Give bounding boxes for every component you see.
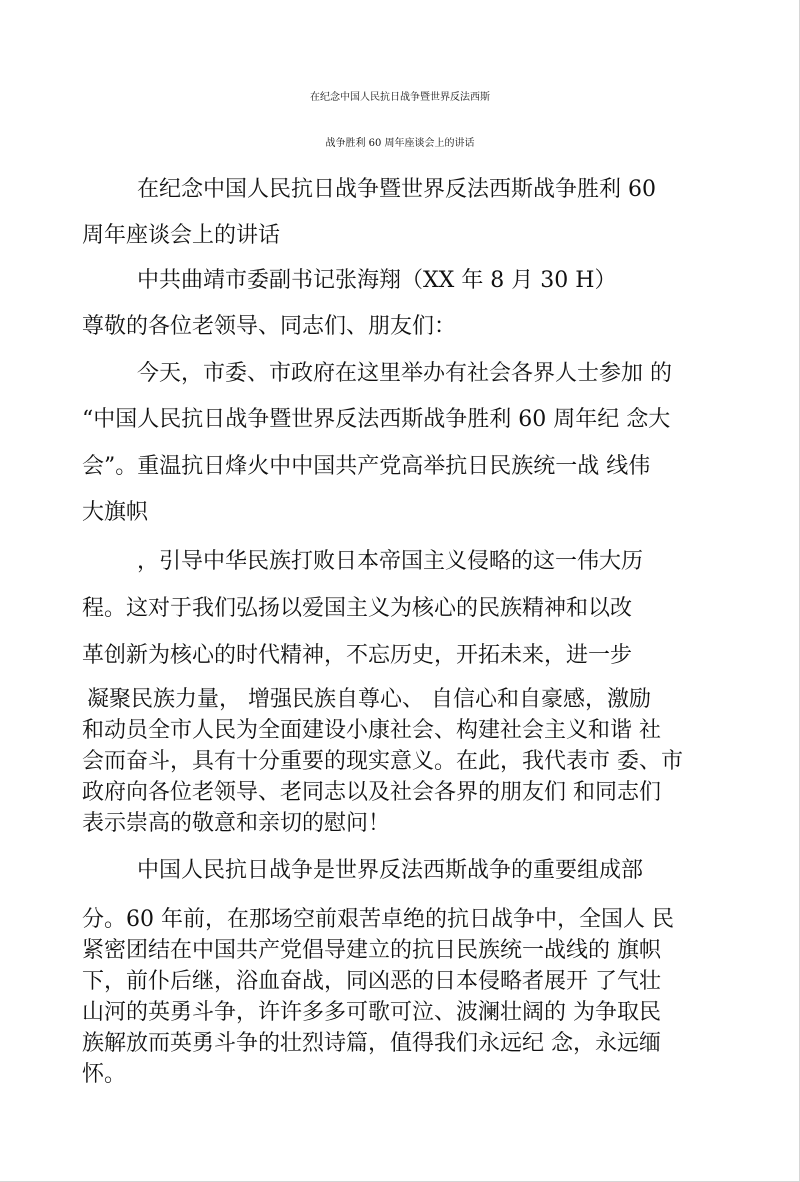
text-line: 紧密团结在中国共产党倡导建立的抗日民族统一战线的 旗帜 xyxy=(82,938,661,963)
document-title-line-1: 在纪念中国人民抗日战争暨世界反法西斯 xyxy=(310,92,490,103)
document-title-line-2: 战争胜利 60 周年座谈会上的讲话 xyxy=(325,138,475,149)
text-line: 政府向各位老领导、老同志以及社会各界的朋友们 和同志们 xyxy=(82,780,661,805)
text-line: 周年座谈会上的讲话 xyxy=(82,223,281,248)
text-line: 中国人民抗日战争是世界反法西斯战争的重要组成部 xyxy=(137,858,644,883)
text-line: “中国人民抗日战争暨世界反法西斯战争胜利 60 周年纪 念大 xyxy=(82,407,671,432)
text-line: 大旗帜 xyxy=(82,500,149,525)
text-line: 会而奋斗，具有十分重要的现实意义。在此，我代表市 委、市 xyxy=(82,749,683,774)
text-line: 和动员全市人民为全面建设小康社会、构建社会主义和谐 社 xyxy=(82,718,661,743)
text-line: 凝聚民族力量， 增强民族自尊心、 自信心和自豪感，激励 xyxy=(87,687,651,712)
text-line: 分。60 年前，在那场空前艰苦卓绝的抗日战争中，全国人 民 xyxy=(82,907,674,932)
text-line: ，引导中华民族打败日本帝国主义侵略的这一伟大历 xyxy=(137,549,644,574)
text-line: 在纪念中国人民抗日战争暨世界反法西斯战争胜利 60 xyxy=(137,177,656,202)
text-line: 族解放而英勇斗争的壮烈诗篇，值得我们永远纪 念，永远缅 xyxy=(82,1031,661,1056)
text-line: 程。这对于我们弘扬以爱国主义为核心的民族精神和以改 xyxy=(82,596,633,621)
text-line: 表示崇高的敬意和亲切的慰问！ xyxy=(82,811,391,836)
text-line: 今天，市委、市政府在这里举办有社会各界人士参加 的 xyxy=(137,361,672,386)
text-line: 怀。 xyxy=(82,1062,127,1087)
text-line: 革创新为核心的时代精神，不忘历史，开拓未来，进一步 xyxy=(82,643,633,668)
text-line: 山河的英勇斗争，许许多多可歌可泣、波澜壮阔的 为争取民 xyxy=(82,1000,661,1025)
text-line: 会”。重温抗日烽火中中国共产党高举抗日民族统一战 线伟 xyxy=(82,454,651,479)
text-line: 下，前仆后继，浴血奋战，同凶恶的日本侵略者展开 了气壮 xyxy=(82,969,661,994)
text-line: 中共曲靖市委副书记张海翔（XX 年 8 月 30 H） xyxy=(137,268,617,293)
text-line: 尊敬的各位老领导、同志们、朋友们： xyxy=(82,314,457,339)
